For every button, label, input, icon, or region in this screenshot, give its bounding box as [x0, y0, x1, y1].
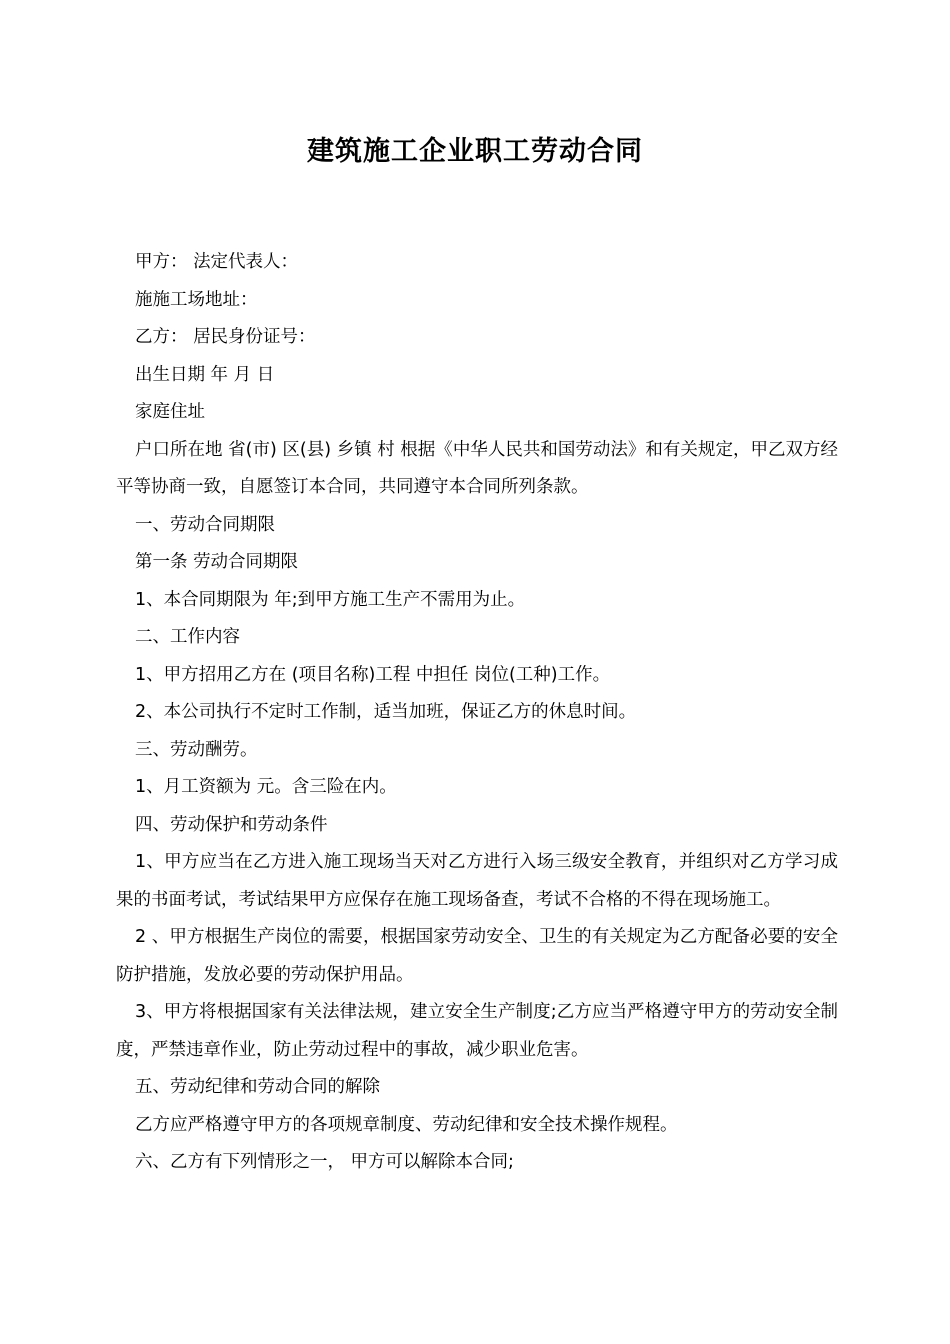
- section-heading-termination-conditions: 六、乙方有下列情形之一， 甲方可以解除本合同;: [135, 1152, 514, 1172]
- paragraph-party-b: 乙方： 居民身份证号：: [135, 327, 316, 347]
- paragraph-home-address: 家庭住址: [135, 402, 205, 422]
- section-heading-remuneration: 三、劳动酬劳。: [135, 739, 258, 760]
- clause-work-hours: 2、本公司执行不定时工作制，适当加班，保证乙方的休息时间。: [135, 702, 637, 722]
- paragraph-household-registration: 户口所在地 省(市) 区(县) 乡镇 村 根据《中华人民共和国劳动法》和有关规定，甲乙双方经平等协商一致，自愿签订本合同，共同遵守本合同所列条款。: [116, 439, 838, 497]
- clause-work-position: 1、甲方招用乙方在 (项目名称)工程 中担任 岗位(工种)工作。: [135, 664, 611, 685]
- section-heading-work-content: 二、工作内容: [135, 627, 240, 647]
- clause-discipline: 乙方应严格遵守甲方的各项规章制度、劳动纪律和安全技术操作规程。: [135, 1114, 678, 1135]
- clause-safety-education: 1、甲方应当在乙方进入施工现场当天对乙方进行入场三级安全教育，并组织对乙方学习成果的书面考试，考试结果甲方应保存在施工现场备查，考试不合格的不得在现场施工。: [116, 852, 838, 910]
- paragraph-party-a: 甲方： 法定代表人：: [135, 252, 299, 272]
- section-heading-labor-protection: 四、劳动保护和劳动条件: [135, 814, 328, 835]
- document-body: [116, 244, 838, 1182]
- section-heading-discipline-termination: 五、劳动纪律和劳动合同的解除: [135, 1077, 380, 1097]
- article-heading-contract-term: 第一条 劳动合同期限: [135, 552, 299, 572]
- clause-contract-term: 1、本合同期限为 年;到甲方施工生产不需用为止。: [135, 589, 526, 610]
- clause-monthly-wage: 1、月工资额为 元。含三险在内。: [135, 777, 397, 797]
- section-heading-contract-term: 一、劳动合同期限: [135, 514, 275, 535]
- paragraph-birth-date: 出生日期 年 月 日: [135, 364, 275, 385]
- clause-protective-equipment: 2 、甲方根据生产岗位的需要，根据国家劳动安全、卫生的有关规定为乙方配备必要的安全防护措施，发放必要的劳动保护用品。: [116, 927, 838, 985]
- document-title: 建筑施工企业职工劳动合同: [307, 136, 643, 167]
- clause-safety-regulations: 3、甲方将根据国家有关法律法规，建立安全生产制度;乙方应当严格遵守甲方的劳动安全制度，严禁违章作业，防止劳动过程中的事故，减少职业危害。: [116, 1002, 838, 1060]
- paragraph-site-address: 施施工场地址：: [135, 289, 258, 310]
